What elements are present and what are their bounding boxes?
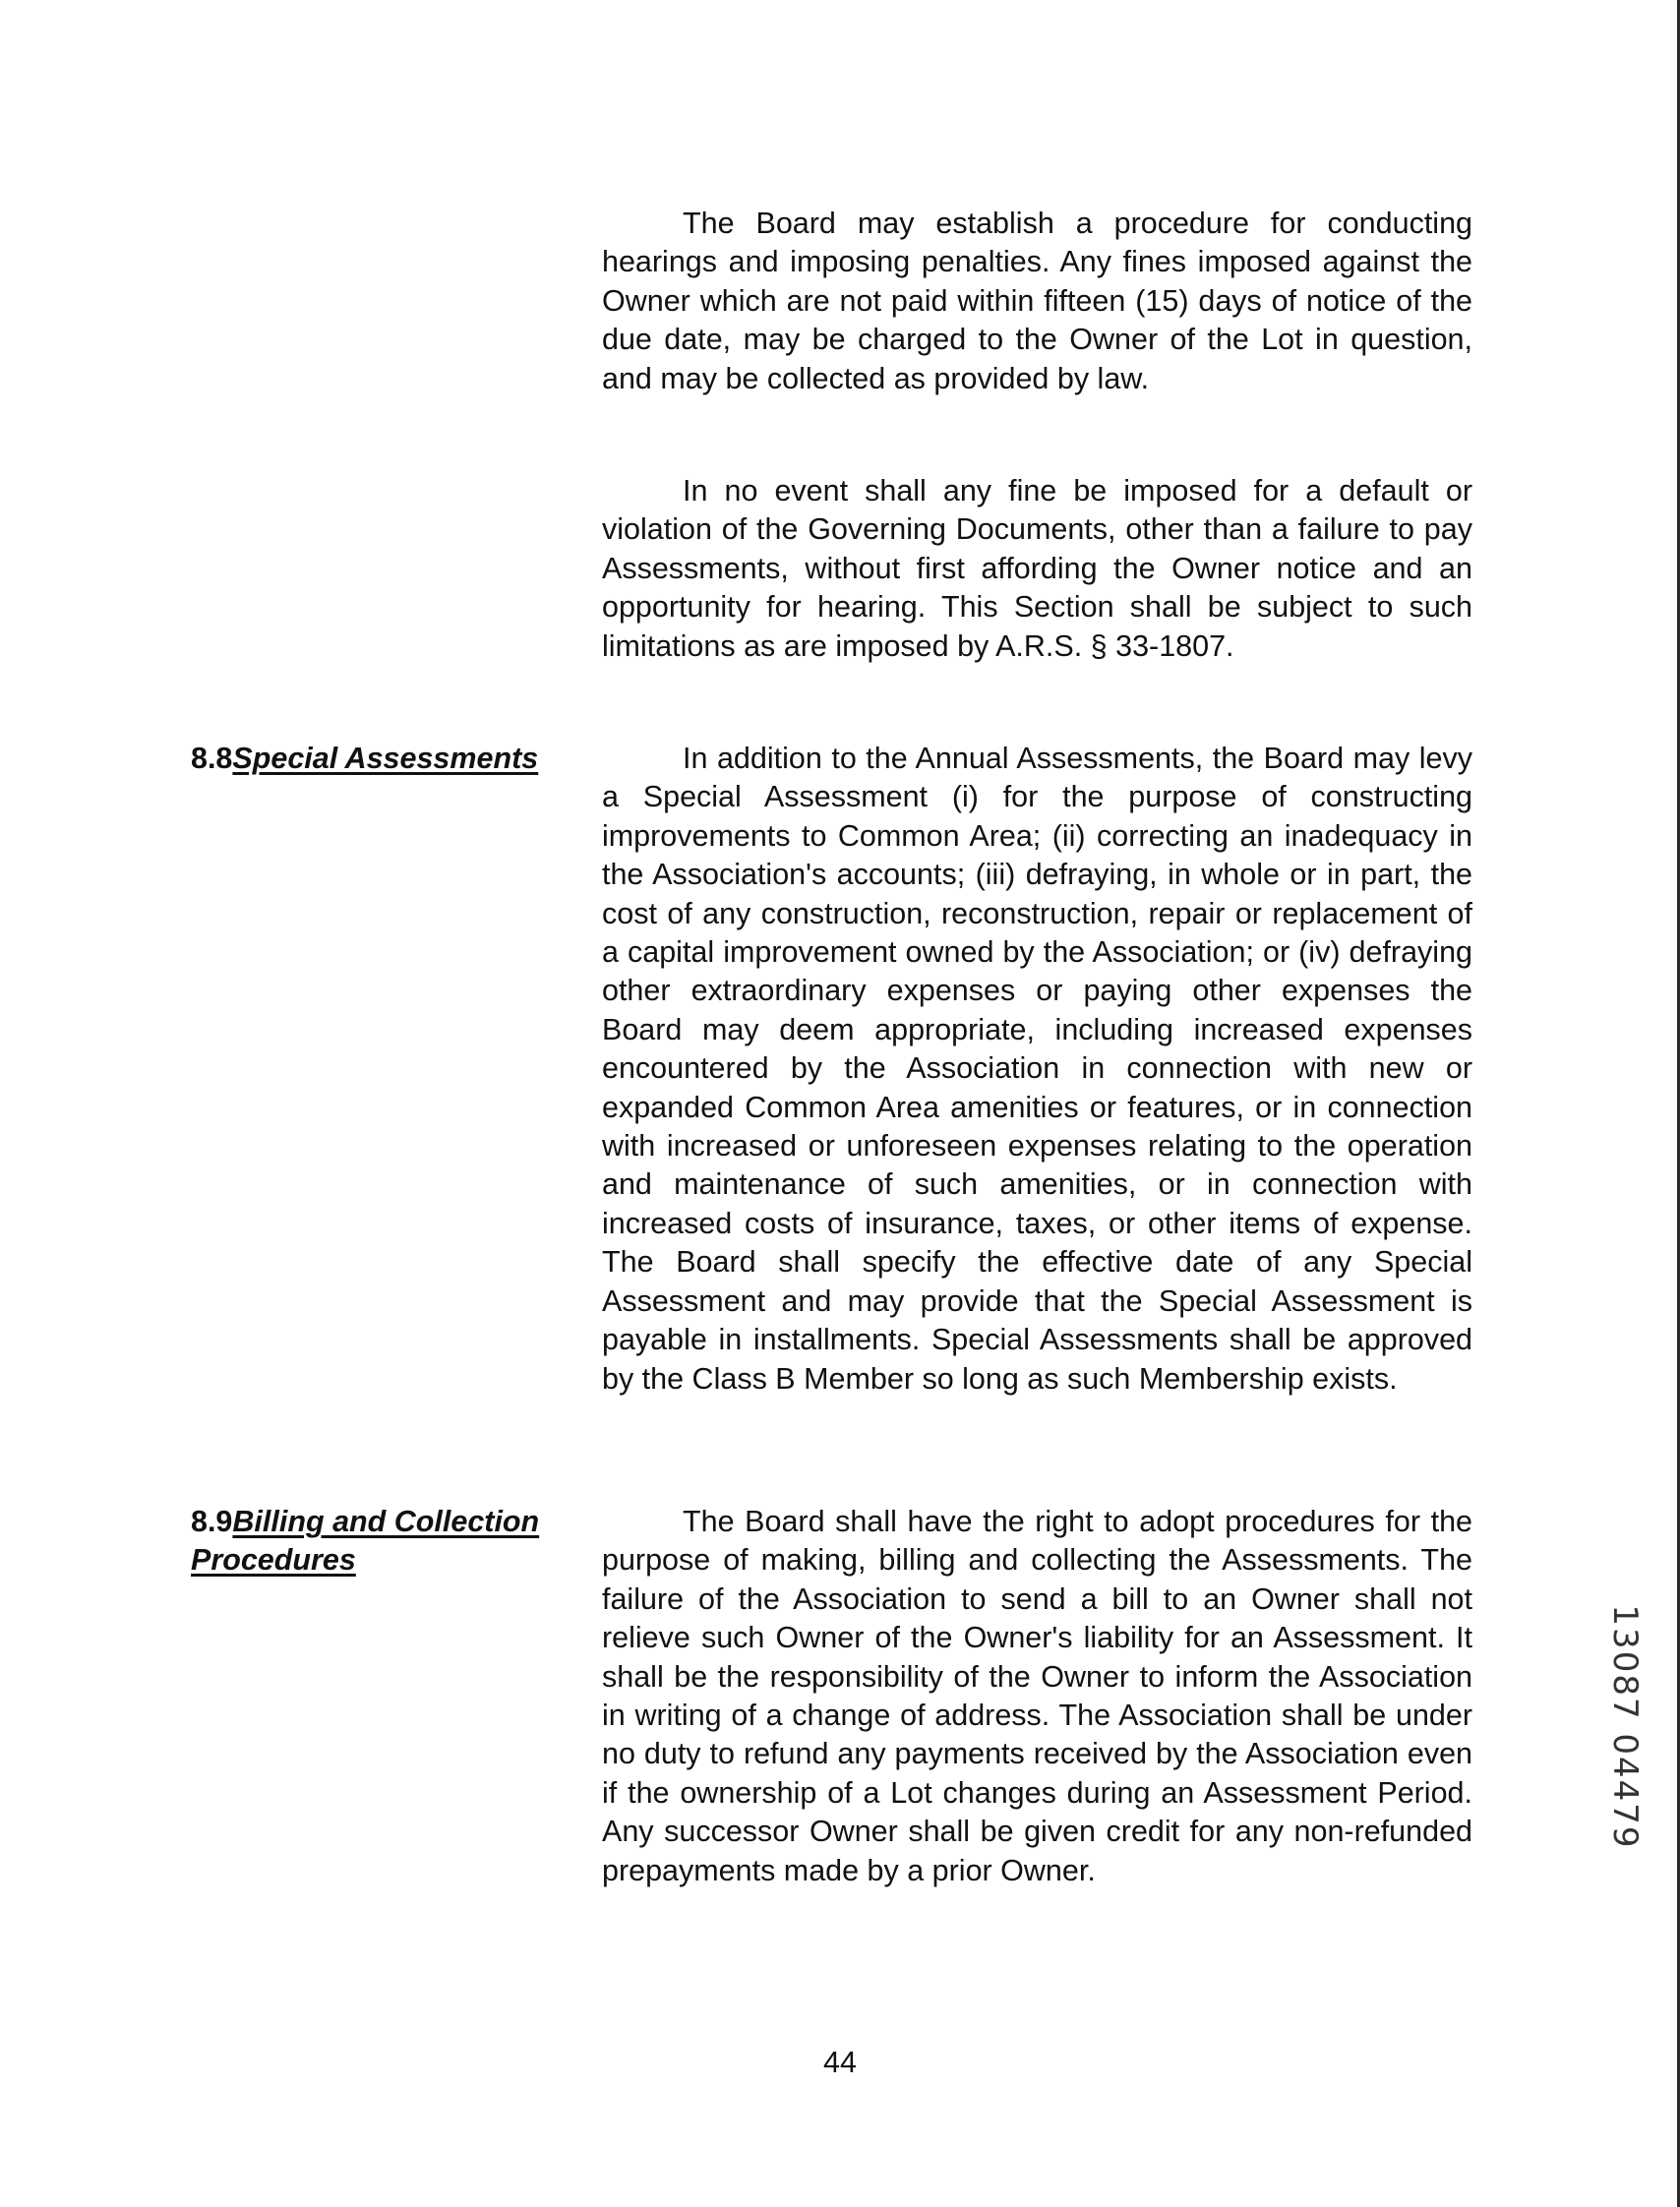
section-heading-8-8 [191,740,565,778]
section-heading-8-9 [191,1503,565,1581]
section-body-8-8: In addition to the Annual Assessments, the Board may levy a Special Assessment (i) for the purpose of constructing improvements to Common Area; (ii) correcting an inadequacy in the Association's accounts; (iii) defraying, in whole or in part, the cost of any construction, reconstruction, repair or replacement of a capital improvement owned by the Association; or (iv) defraying other extraordinary expenses or paying other expenses the Board may deem appropriate, including increased expenses encountered by the Association in connection with new or expanded Common Area amenities or features, or in connection with increased or unforeseen expenses relating to the operation and maintenance of such amenities, or in connection with increased costs of insurance, taxes, or other items of expense. The Board shall specify the effective date of any Special Assessment and may provide that the Special Assessment is payable in installments. Special Assessments shall be approved by the Class B Member so long as such Membership exists. [602,742,1472,1396]
recording-stamp [1601,1580,1649,1875]
section-number: 8.9 [191,1505,233,1538]
section-number: 8.8 [191,742,233,775]
section-title: Billing and Collection Procedures [191,1505,540,1578]
section-title: Special Assessments [232,742,539,775]
paragraph-fines-procedure: The Board may establish a procedure for conducting hearings and imposing penalties. Any fines imposed against the Owner which are not paid within fifteen (15) days of notice of the due date, may be charged to the Owner of the Lot in question, and may be collected as provided by law. [602,207,1472,395]
recording-stamp-text: 13087 04479 [1605,1604,1645,1850]
paragraph-hearing-notice: In no event shall any fine be imposed for a default or violation of the Governing Documents, other than a failure to pay Assessments, without first affording the Owner notice and an opportunity for hearing. This Section shall be subject to such limitations as are imposed by A.R.S. § 33-1807. [602,474,1472,663]
page-number: 44 [823,2046,857,2079]
section-body-8-9: The Board shall have the right to adopt procedures for the purpose of making, billing and collecting the Assessments. The failure of the Association to send a bill to an Owner shall not relieve such Owner of the Owner's liability for an Assessment. It shall be the responsibility of the Owner to inform the Association in writing of a change of address. The Association shall be under no duty to refund any payments received by the Association even if the ownership of a Lot changes during an Assessment Period. Any successor Owner shall be given credit for any non-refunded prepayments made by a prior Owner. [602,1505,1472,1887]
